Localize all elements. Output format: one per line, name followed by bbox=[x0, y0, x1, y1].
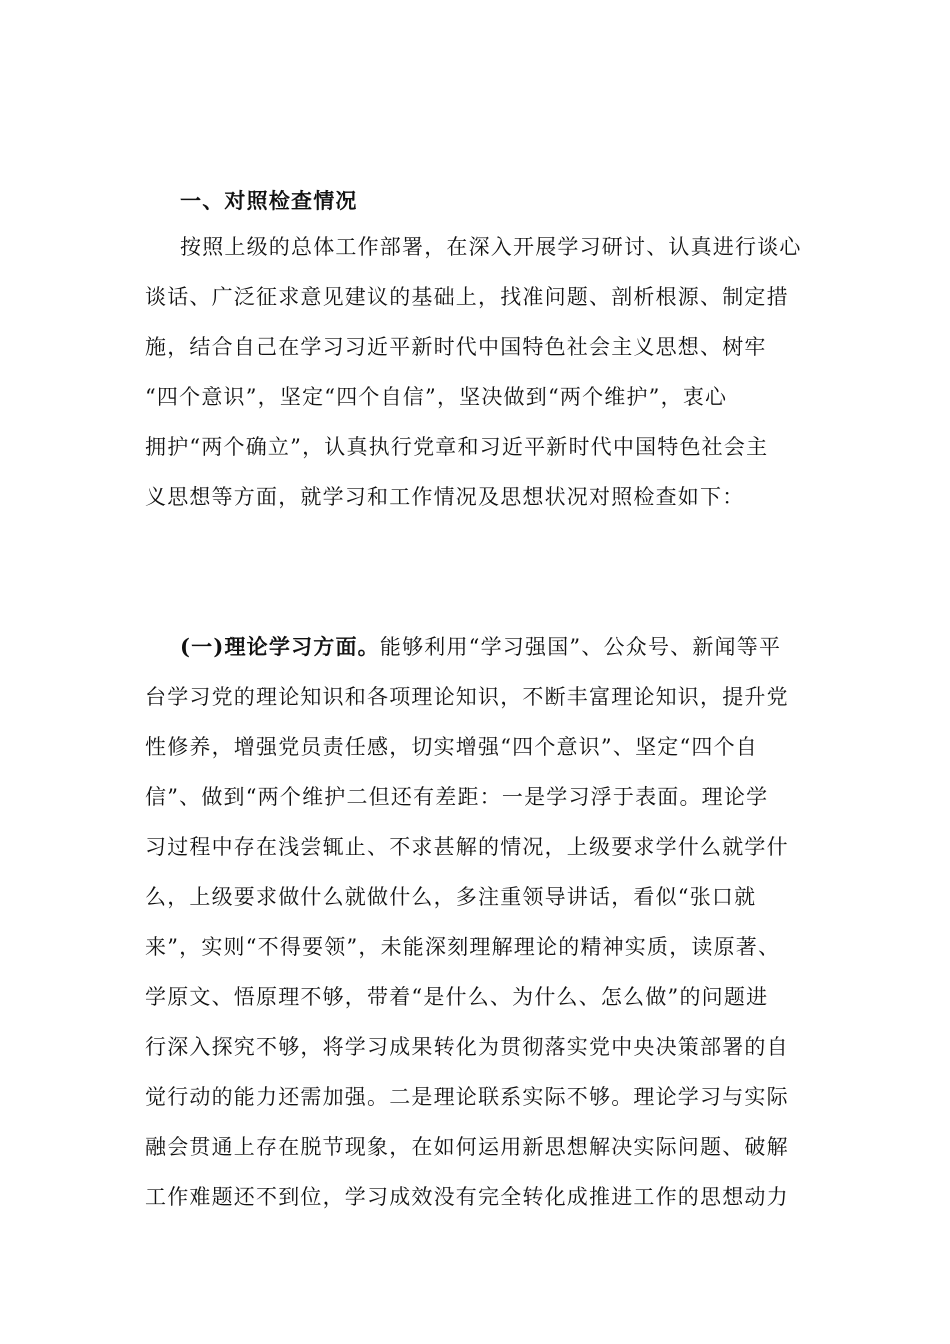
subsection-line: 性修养，增强党员责任感，切实增强“四个意识”、坚定“四个自 bbox=[145, 735, 759, 759]
subsection-line: 信”、做到“两个维护二但还有差距：一是学习浮于表面。理论学 bbox=[145, 785, 769, 809]
subsection-line: 么，上级要求做什么就做什么，多注重领导讲话，看似“张口就 bbox=[145, 885, 757, 909]
intro-line: 拥护“两个确立”，认真执行党章和习近平新时代中国特色社会主 bbox=[145, 435, 769, 459]
subsection-line: 工作难题还不到位，学习成效没有完全转化成推进工作的思想动力 bbox=[145, 1185, 789, 1209]
subsection-line: 融会贯通上存在脱节现象，在如何运用新思想解决实际问题、破解 bbox=[145, 1135, 789, 1159]
subsection-line: 来”，实则“不得要领”，未能深刻理解理论的精神实质，读原著、 bbox=[145, 935, 781, 959]
subsection-line: 学原文、悟原理不够，带着“是什么、为什么、怎么做”的问题进 bbox=[145, 985, 769, 1009]
subsection-line: 觉行动的能力还需加强。二是理论联系实际不够。理论学习与实际 bbox=[145, 1085, 789, 1109]
subsection-first-line-text: 能够利用“学习强国”、公众号、新闻等平 bbox=[379, 635, 782, 659]
intro-line: 谈话、广泛征求意见建议的基础上，找准问题、剖析根源、制定措 bbox=[145, 285, 789, 309]
intro-line: “四个意识”，坚定“四个自信”，坚决做到“两个维护”，衷心 bbox=[145, 385, 728, 409]
subsection-line: 习过程中存在浅尝辄止、不求甚解的情况，上级要求学什么就学什 bbox=[145, 835, 789, 859]
subsection-line: 行深入探究不够，将学习成果转化为贯彻落实党中央决策部署的自 bbox=[145, 1035, 789, 1059]
subsection-first-line bbox=[180, 632, 870, 662]
subsection-title: (一)理论学习方面。 bbox=[180, 634, 380, 659]
intro-line: 按照上级的总体工作部署，在深入开展学习研讨、认真进行谈心 bbox=[180, 235, 802, 259]
intro-line: 施，结合自己在学习习近平新时代中国特色社会主义思想、树牢 bbox=[145, 335, 767, 359]
intro-line: 义思想等方面，就学习和工作情况及思想状况对照检查如下： bbox=[145, 485, 745, 509]
section-heading: 一、对照检查情况 bbox=[180, 188, 358, 213]
subsection-line: 台学习党的理论知识和各项理论知识，不断丰富理论知识，提升党 bbox=[145, 685, 789, 709]
